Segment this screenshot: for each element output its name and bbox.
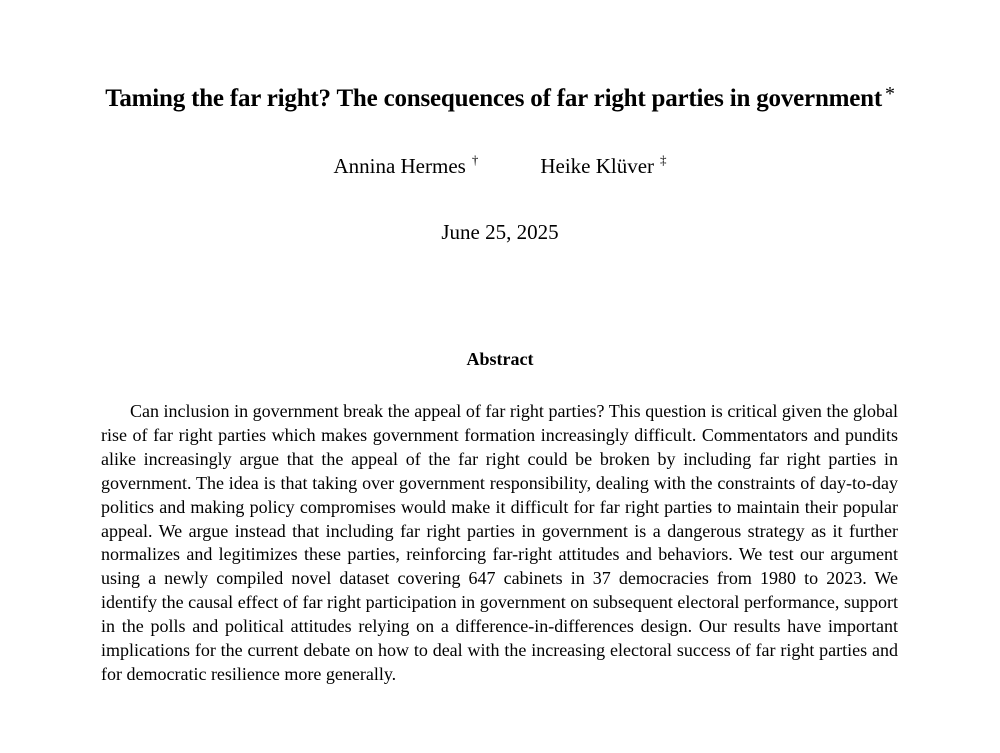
author-2-name: Heike Klüver: [540, 154, 655, 178]
paper-title-text: Taming the far right? The consequences of far right parties in government: [105, 84, 882, 112]
author-1-footnote-mark[interactable]: †: [471, 152, 479, 167]
abstract-text: Can inclusion in government break the appeal of far right parties? This question is critical given the global rise of far right parties which makes government formation increasingly difficult. Commentators and pundits alike increasingly argue that the appeal of the far right could be broken by including far right parties in government. The idea is that taking over government responsibility, dealing with the constraints of day-to-day politics and making policy compromises would make it difficult for far right parties to maintain their popular appeal. We argue instead that including far right parties in government is a dangerous strategy as it further normalizes and legitimizes these parties, reinforcing far-right attitudes and behaviors. We test our argument using a newly compiled novel dataset covering 647 cabinets in 37 democracies from 1980 to 2023. We identify the causal effect of far right participation in government on subsequent electoral performance, support in the polls and political attitudes relying on a difference-in-differences design. Our results have important implications for the current debate on how to deal with the increasing electoral success of far right parties and for democratic resilience more generally.: [101, 401, 898, 684]
author-1: [333, 144, 478, 182]
author-list: [0, 144, 1000, 182]
abstract-heading: Abstract: [466, 349, 534, 369]
author-2-footnote-mark[interactable]: ‡: [660, 152, 667, 167]
paper-title: [0, 75, 1000, 118]
author-1-name: Annina Hermes: [333, 154, 466, 178]
title-footnote-mark[interactable]: *: [885, 82, 895, 105]
author-2: [540, 144, 666, 182]
publication-date: June 25, 2025: [441, 220, 559, 244]
